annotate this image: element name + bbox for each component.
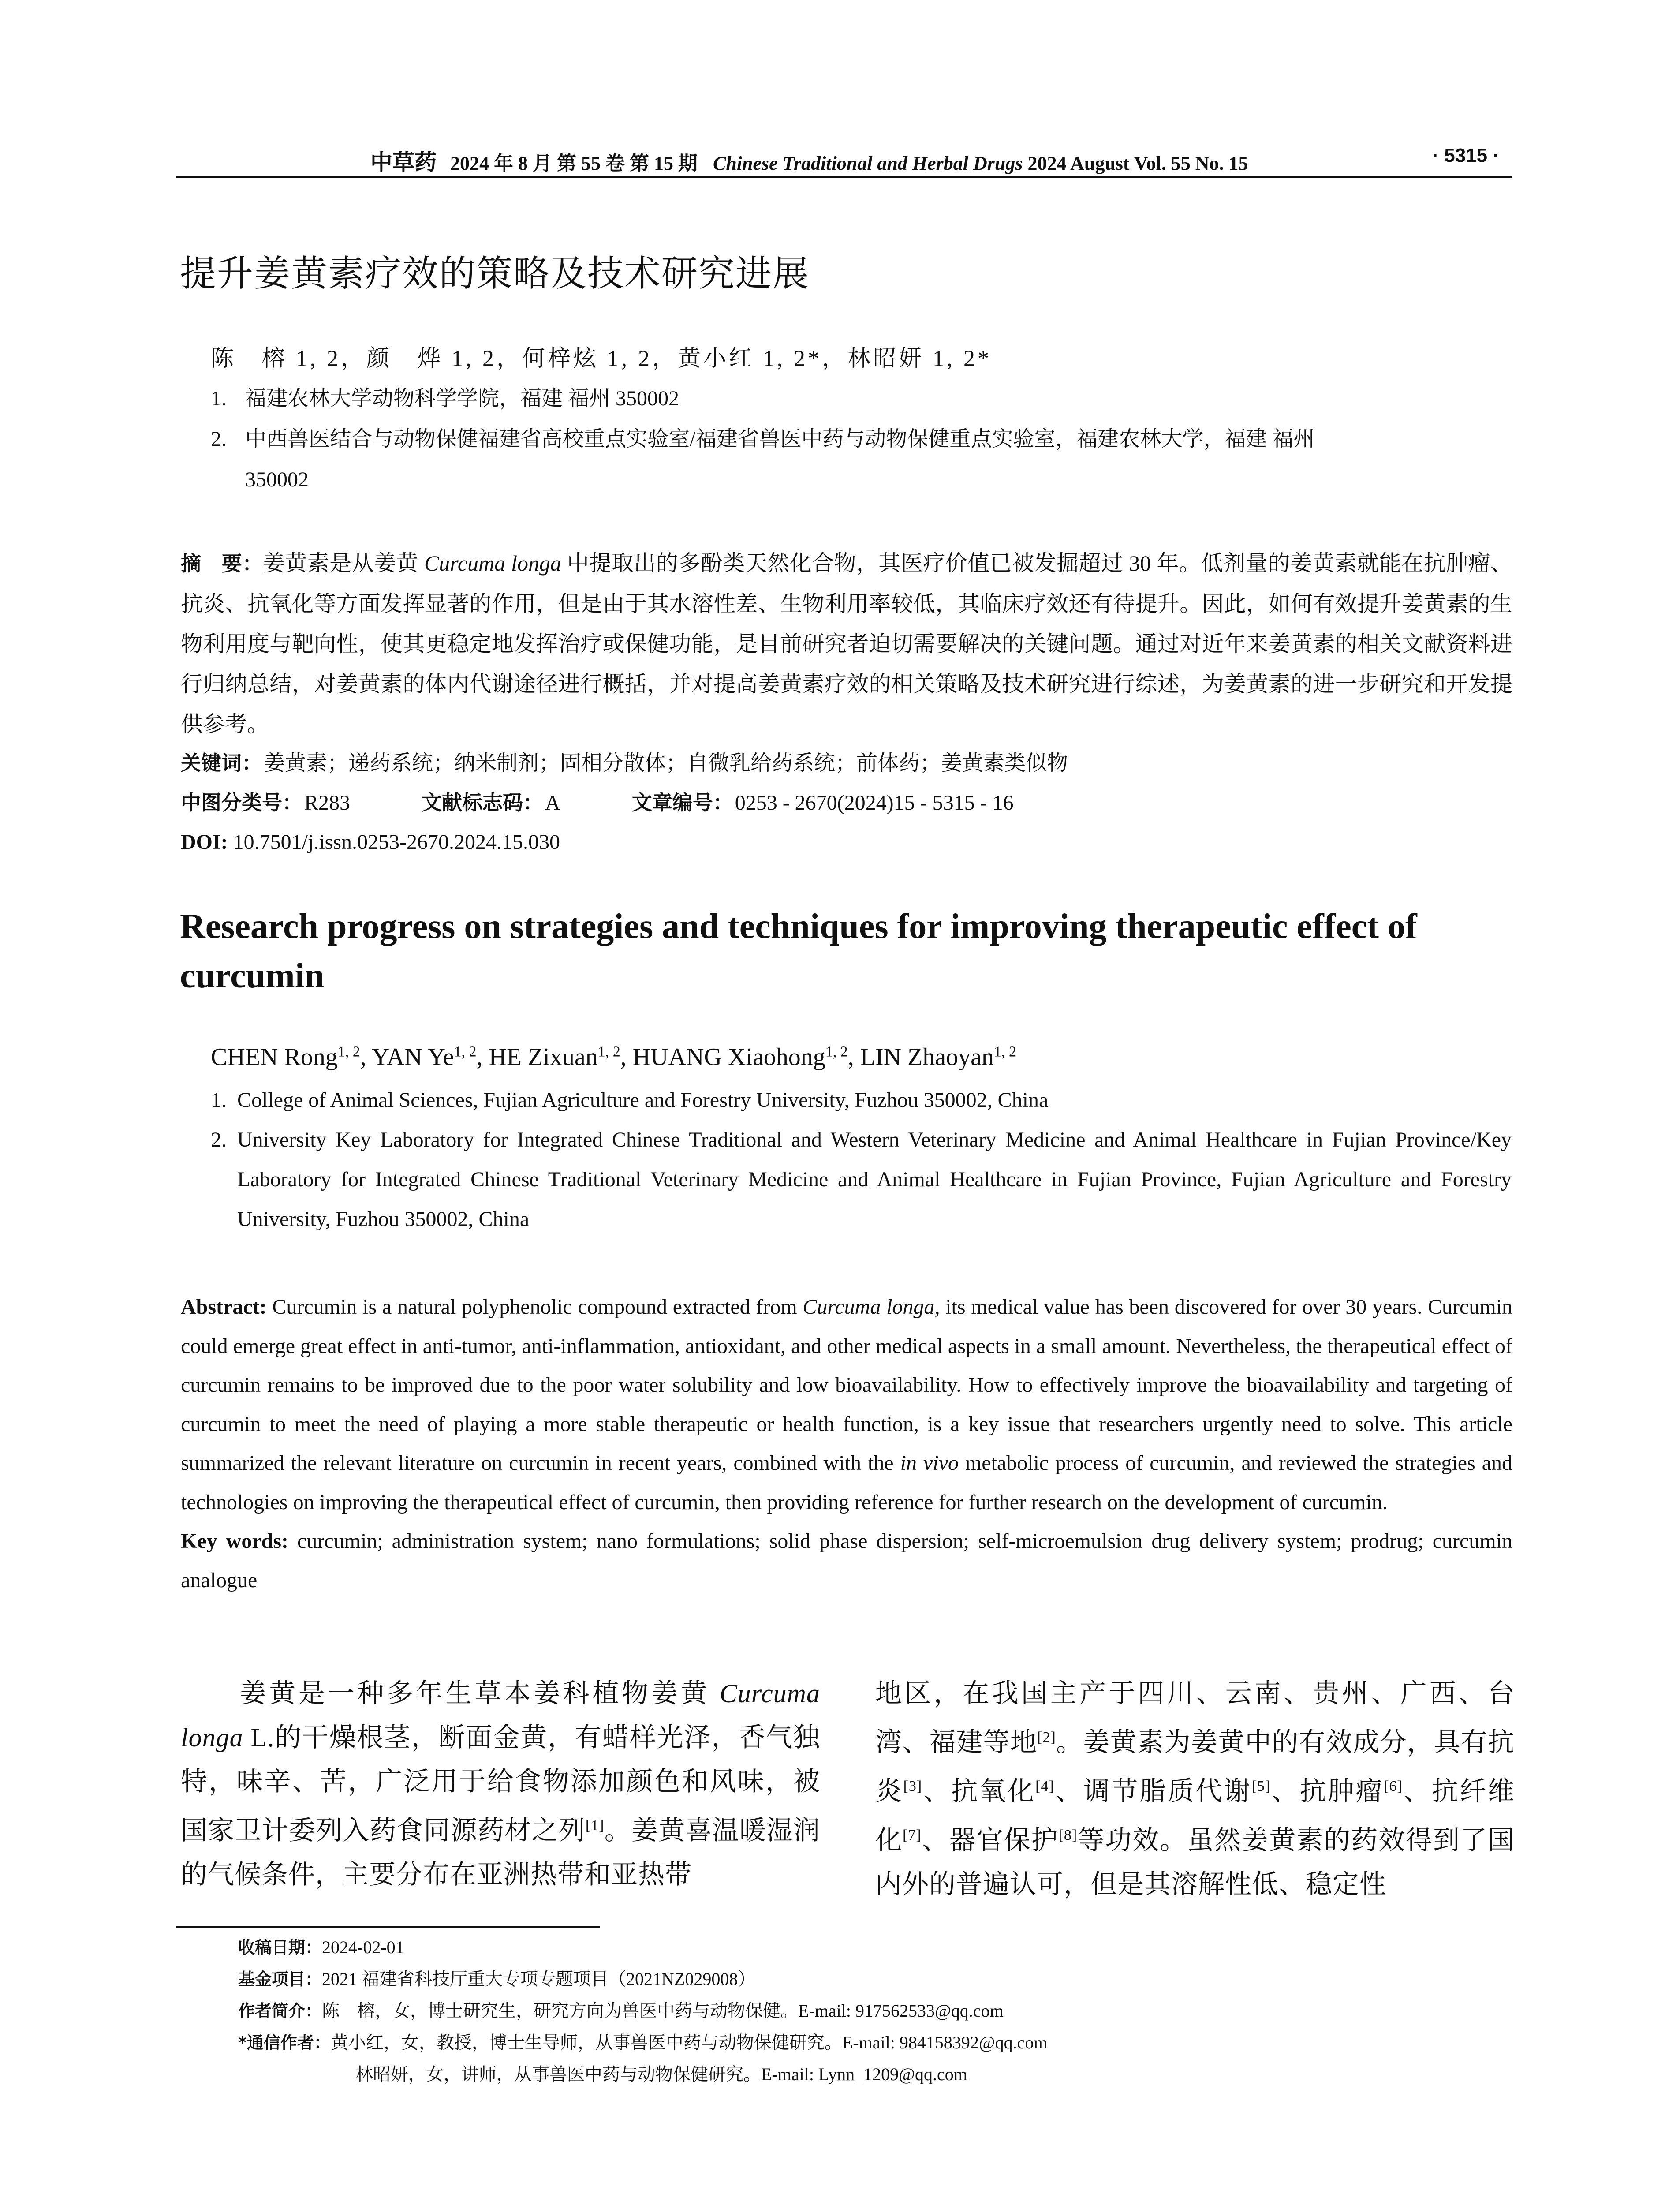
- keywords-text: curcumin; administration system; nano formulations; solid phase dispersion; self-microemulsion drug delivery system; prodrug; curcumin analogue: [181, 1529, 1513, 1592]
- body-text: 、抗纤维化: [875, 1777, 1515, 1855]
- article-no-value: 0253 - 2670(2024)15 - 5315 - 16: [735, 791, 1014, 815]
- journal-name-en: Chinese Traditional and Herbal Drugs: [713, 153, 1023, 174]
- english-affiliation-2: [211, 1120, 1512, 1239]
- author-name: LIN Zhaoyan: [860, 1043, 994, 1071]
- footnote-corresponding: [238, 2027, 1048, 2059]
- abstract-text: metabolic process of curcumin, and reviewed the strategies and technologies on improving the therapeutical effect of curcumin, then providing reference for further research on the development of curcumin.: [181, 1451, 1513, 1514]
- affiliation-number: 2.: [211, 427, 227, 451]
- citation-ref[interactable]: [1]: [585, 1817, 605, 1834]
- keywords-label: 关键词：: [181, 751, 262, 775]
- body-left-column: [181, 1671, 820, 1897]
- bio-label: 作者简介：: [238, 2001, 322, 2021]
- body-text: 、抗氧化: [922, 1777, 1036, 1806]
- citation-ref[interactable]: [3]: [903, 1778, 922, 1794]
- english-affiliation-1: [211, 1080, 1512, 1120]
- chinese-affiliation-2-cont: [211, 460, 1512, 500]
- author-name: HUANG Xiaohong: [632, 1043, 825, 1071]
- author-separator: ,: [847, 1043, 860, 1071]
- affiliation-text: 福建农林大学动物科学学院，福建 福州 350002: [245, 387, 679, 410]
- english-abstract: [181, 1288, 1512, 1600]
- footnote-divider: [176, 1926, 600, 1928]
- classification-row: [181, 785, 1014, 821]
- in-vivo-term: in vivo: [900, 1451, 959, 1475]
- fund-label: 基金项目：: [238, 1970, 322, 1989]
- doc-code-label: 文献标志码：: [422, 791, 544, 815]
- footnote-author-bio: [238, 1995, 1048, 2027]
- author-affiliation-mark: 1, 2: [454, 1043, 477, 1060]
- abstract-label: 摘 要：: [181, 552, 263, 576]
- affiliation-text: College of Animal Sciences, Fujian Agriculture and Forestry University, Fuzhou 350002, China: [237, 1088, 1049, 1112]
- author-affiliation-mark: 1, 2: [825, 1043, 848, 1060]
- footnote-corresponding-2: 林昭妍，女，讲师，从事兽医中药与动物保健研究。E-mail: Lynn_1209@qq.com: [355, 2064, 967, 2084]
- affiliation-text: University Key Laboratory for Integrated Chinese Traditional and Western Veterinary Medicine and Animal Healthcare in Fujian Province/Key Laboratory for Integrated Chinese Traditional Veterinary Medicine and Animal Healthcare in Fujian Province, Fujian Agriculture and Forestry University, Fuzhou 350002, China: [237, 1128, 1512, 1231]
- author-affiliation-mark: 1, 2: [337, 1043, 360, 1060]
- body-text: 姜黄是一种多年生草本姜科植物姜黄: [181, 1679, 720, 1708]
- body-text: 。姜黄喜温暖湿润的气候条件，主要分布在亚洲热带和亚热带: [181, 1816, 821, 1889]
- page-number: · 5315 ·: [1432, 145, 1499, 166]
- affiliation-number: 2.: [211, 1128, 227, 1151]
- footnote-received: [238, 1932, 1048, 1963]
- body-text: 、抗肿瘤: [1270, 1777, 1384, 1806]
- footnote-fund: [238, 1963, 1048, 1995]
- body-text: 。姜黄素为姜黄中的有效成分，具有抗炎: [875, 1728, 1515, 1806]
- species-name: Curcuma longa: [424, 551, 562, 576]
- citation-ref[interactable]: [7]: [903, 1827, 922, 1843]
- body-text: L.的干燥根茎，断面金黄，有蜡样光泽，香气独特，味辛、苦，广泛用于给食物添加颜色和风味，被国家卫计委列入药食同源药材之列: [181, 1723, 820, 1845]
- doi-value: 10.7501/j.issn.0253-2670.2024.15.030: [228, 830, 560, 854]
- body-text: 、调节脂质代谢: [1054, 1777, 1252, 1806]
- affiliation-text: 350002: [245, 468, 309, 491]
- chinese-affiliation-1: [211, 378, 1512, 419]
- received-date: 2024-02-01: [322, 1937, 404, 1957]
- citation-ref[interactable]: [6]: [1384, 1778, 1403, 1794]
- author-separator: ,: [360, 1043, 372, 1071]
- fund-text: 2021 福建省科技厅重大专项专题项目（2021NZ029008）: [322, 1969, 756, 1989]
- affiliation-text: 中西兽医结合与动物保健福建省高校重点实验室/福建省兽医中药与动物保健重点实验室，福建农林大学，福建 福州: [245, 427, 1315, 451]
- corresponding-author-1: 黄小红，女，教授，博士生导师，从事兽医中药与动物保健研究。E-mail: 984158392@qq.com: [330, 2033, 1048, 2052]
- body-right-column: [875, 1671, 1515, 1906]
- citation-ref[interactable]: [5]: [1251, 1778, 1271, 1794]
- body-text: 地区，在我国主产于四川、云南、贵州、广西、台湾、福建等地: [875, 1679, 1515, 1757]
- abstract-text: 中提取出的多酚类天然化合物，其医疗价值已被发掘超过 30 年。低剂量的姜黄素就能在抗肿瘤、抗炎、抗氧化等方面发挥显著的作用，但是由于其水溶性差、生物利用率较低，其临床疗效还有待提升。因此，如何有效提升姜黄素的生物利用度与靶向性，使其更稳定地发挥治疗或保健功能，是目前研究者迫切需要解决的关键问题。通过对近年来姜黄素的相关文献资料进行归纳总结，对姜黄素的体内代谢途径进行概括，并对提高姜黄素疗效的相关策略及技术研究进行综述，为姜黄素的进一步研究和开发提供参考。: [181, 551, 1513, 736]
- citation-ref[interactable]: [8]: [1058, 1827, 1078, 1843]
- author-name: HE Zixuan: [489, 1043, 598, 1071]
- footnotes: [238, 1932, 1048, 2090]
- doc-code-value: A: [545, 791, 560, 815]
- doi-label: DOI:: [181, 830, 228, 854]
- english-authors: [211, 1043, 1016, 1071]
- article-no-label: 文章编号：: [631, 791, 733, 815]
- species-name: Curcuma longa: [181, 1679, 820, 1752]
- author-affiliation-mark: 1, 2: [597, 1043, 620, 1060]
- citation-ref[interactable]: [2]: [1037, 1729, 1056, 1745]
- abstract-text: Curcumin is a natural polyphenolic compound extracted from: [266, 1295, 803, 1319]
- body-text: 等功效。虽然姜黄素的药效得到了国内外的普遍认可，但是其溶解性低、稳定性: [875, 1826, 1515, 1899]
- clc-label: 中图分类号：: [181, 791, 302, 815]
- abstract-text: 姜黄素是从姜黄: [262, 551, 424, 576]
- keywords-label: Key words:: [181, 1529, 289, 1553]
- author-separator: ,: [620, 1043, 633, 1071]
- body-text: 、器官保护: [921, 1826, 1059, 1855]
- journal-issue-cn: 2024 年 8 月 第 55 卷 第 15 期: [450, 153, 698, 174]
- journal-info: [370, 145, 1248, 176]
- author-name: CHEN Rong: [211, 1043, 338, 1071]
- english-title: Research progress on strategies and techniques for improving therapeutic effect of curcumin: [180, 907, 1417, 995]
- affiliation-number: 1.: [211, 387, 227, 410]
- author-separator: ,: [476, 1043, 489, 1071]
- bio-text: 陈 榕，女，博士研究生，研究方向为兽医中药与动物保健。E-mail: 917562533@qq.com: [322, 2001, 1004, 2021]
- abstract-text: , its medical value has been discovered for over 30 years. Curcumin could emerge great effect in anti-tumor, anti-inflammation, antioxidant, and other medical aspects in a small amount. Nevertheless, the therapeutical effect of curcumin remains to be improved due to the poor water solubility and low bioavailability. How to effectively improve the bioavailability and targeting of curcumin to meet the need of playing a more stable therapeutic or health function, is a key issue that researchers urgently need to solve. This article summarized the relevant literature on curcumin in recent years, combined with the: [181, 1295, 1513, 1475]
- affiliation-number: 1.: [211, 1088, 227, 1112]
- journal-volume-en: 2024 August Vol. 55 No. 15: [1027, 153, 1248, 174]
- keywords-text: 姜黄素；递药系统；纳米制剂；固相分散体；自微乳给药系统；前体药；姜黄素类似物: [264, 751, 1068, 775]
- chinese-title: 提升姜黄素疗效的策略及技术研究进展: [180, 253, 810, 295]
- author-name: YAN Ye: [371, 1043, 454, 1071]
- received-label: 收稿日期：: [238, 1938, 322, 1957]
- clc-value: R283: [304, 791, 351, 815]
- chinese-affiliation-2: [211, 419, 1512, 460]
- chinese-authors: 陈 榕 1, 2，颜 烨 1, 2，何梓炫 1, 2，黄小红 1, 2*，林昭妍 1, 2*: [211, 346, 992, 371]
- chinese-abstract: [181, 543, 1512, 744]
- abstract-label: Abstract:: [181, 1295, 267, 1319]
- author-affiliation-mark: 1, 2: [994, 1043, 1017, 1060]
- doi-row: [181, 825, 560, 860]
- corresponding-label: *通信作者：: [238, 2033, 331, 2052]
- species-name: Curcuma longa: [803, 1295, 935, 1319]
- citation-ref[interactable]: [4]: [1035, 1778, 1054, 1794]
- journal-brand: 中草药: [370, 150, 437, 175]
- chinese-keywords: [181, 745, 1068, 781]
- running-header: [176, 145, 1512, 178]
